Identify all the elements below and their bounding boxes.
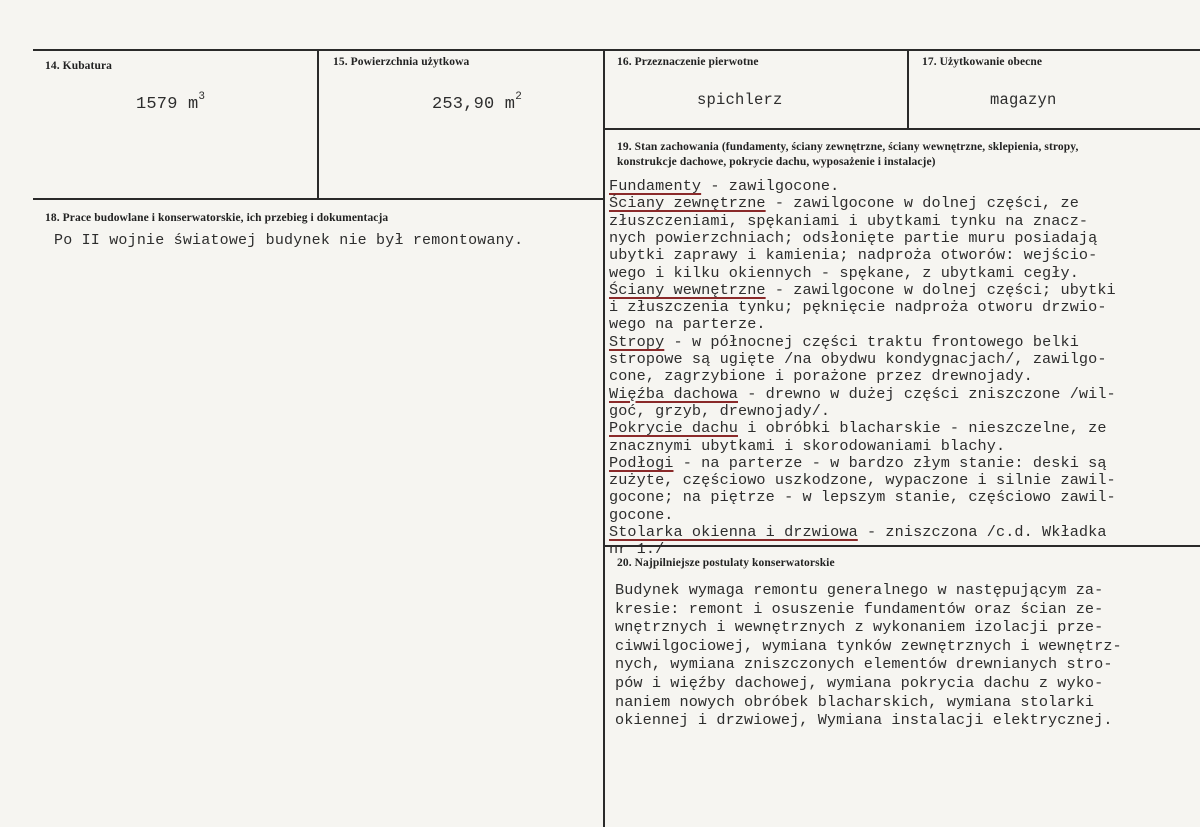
postulate-line: wnętrznych i wewnętrznych z wykonaniem izolacji prze-: [615, 618, 1104, 637]
condition-text: - zawilgocone.: [701, 177, 840, 195]
condition-text: złuszczeniami, spękaniami i ubytkami tynku na znacz-: [609, 211, 1089, 230]
condition-text: gocone.: [609, 505, 674, 524]
prace-budowlane-text: Po II wojnie światowej budynek nie był remontowany.: [54, 232, 524, 249]
divider-h-left-18: [33, 198, 605, 200]
condition-line: [609, 540, 664, 558]
prace-budowlane-label: 18. Prace budowlane i konserwatorskie, ich przebieg i dokumentacja: [45, 212, 389, 224]
postulate-line: Budynek wymaga remontu generalnego w następującym za-: [615, 581, 1104, 599]
condition-line: [609, 367, 1033, 385]
powierzchnia-unit-exponent: 2: [515, 91, 523, 103]
condition-text: gocone; na piętrze - w lepszym stanie, częściowo zawil-: [609, 488, 1116, 507]
condition-text: - w północnej części traktu frontowego belki: [664, 332, 1079, 351]
condition-text: cone, zagrzybione i porażone przez drewnojady.: [609, 367, 1033, 386]
postulate-line: okiennej i drzwiowej, Wymiana instalacji elektrycznej.: [615, 711, 1113, 730]
postulaty-label: 20. Najpilniejsze postulaty konserwatorskie: [617, 557, 835, 569]
condition-line: [609, 333, 1079, 351]
condition-line: [609, 437, 1005, 455]
condition-line: [609, 419, 1107, 437]
powierzchnia-number: 253,90 m: [432, 95, 516, 114]
condition-line: [609, 385, 1116, 403]
condition-text: - zawilgocone w dolnej części, ze: [765, 194, 1079, 213]
condition-line: [609, 350, 1107, 368]
condition-text: wego i kilku okiennych - spękane, z ubytkami cegły.: [609, 263, 1079, 282]
uzytkowanie-value: magazyn: [990, 91, 1057, 109]
condition-line: [609, 229, 1097, 247]
postulate-line: ciwwilgociowej, wymiana tynków zewnętrznych i wewnętrz-: [615, 636, 1122, 655]
kubatura-number: 1579 m: [136, 95, 199, 114]
condition-heading: Ściany wewnętrzne: [609, 280, 766, 299]
divider-v-main: [603, 49, 605, 827]
condition-heading: Fundamenty: [609, 177, 702, 195]
condition-text: ubytki zaprawy i kamienia; nadproża otworów: wejścio-: [609, 246, 1098, 265]
condition-line: [609, 315, 766, 333]
postulate-line: naniem nowych obróbek blacharskich, wymiana stolarki: [615, 692, 1095, 711]
condition-heading: Stolarka okienna i drzwiowa: [609, 523, 858, 541]
condition-text: wego na parterze.: [609, 315, 766, 334]
condition-text: - zawilgocone w dolnej części; ubytki: [765, 280, 1116, 299]
stan-zachowania-label-line1: 19. Stan zachowania (fundamenty, ściany zewnętrzne, ściany wewnętrzne, sklepienia, stropy,: [617, 141, 1079, 153]
condition-line: [609, 471, 1116, 489]
uzytkowanie-label: 17. Użytkowanie obecne: [922, 56, 1043, 68]
condition-line: [609, 281, 1116, 299]
condition-text: stropowe są ugięte /na obydwu kondygnacjach/, zawilgo-: [609, 350, 1107, 368]
condition-text: i obróbki blacharskie - nieszczelne, ze: [738, 419, 1107, 438]
przeznaczenie-label: 16. Przeznaczenie pierwotne: [617, 56, 759, 68]
kubatura-unit-exponent: 3: [198, 91, 206, 103]
condition-heading: Więźba dachowa: [609, 384, 738, 403]
condition-text: goć, grzyb, drewnojady/.: [609, 401, 831, 420]
condition-line: [609, 454, 1107, 472]
condition-heading: Stropy: [609, 332, 665, 351]
condition-line: [609, 298, 1107, 316]
condition-text: - zniszczona /c.d. Wkładka: [857, 523, 1107, 541]
condition-text: i złuszczenia tynku; pęknięcie nadproża otworu drzwio-: [609, 298, 1107, 317]
divider-h-19-20: [603, 545, 1200, 547]
condition-heading: Ściany zewnętrzne: [609, 194, 766, 213]
condition-heading: Podłogi: [609, 453, 674, 472]
condition-text: - na parterze - w bardzo złym stanie: deski są: [673, 453, 1107, 472]
divider-v-16-17: [907, 49, 909, 129]
stan-zachowania-label-line2: konstrukcje dachowe, pokrycie dachu, wyposażenie i instalacje): [617, 156, 936, 168]
divider-h-16-17-bottom: [603, 128, 1200, 130]
postulate-line: nych, wymiana zniszczonych elementów drewnianych stro-: [615, 655, 1113, 674]
condition-text: - drewno w dużej części zniszczone /wil-: [738, 384, 1116, 403]
condition-text: znacznymi ubytkami i skorodowaniami blachy.: [609, 436, 1006, 455]
condition-line: [609, 506, 674, 524]
condition-line: [609, 246, 1097, 264]
kubatura-label: 14. Kubatura: [45, 60, 113, 72]
condition-text: zużyte, częściowo uszkodzone, wypaczone i silnie zawil-: [609, 471, 1116, 490]
condition-line: [609, 194, 1079, 212]
postulate-line: pów i więźby dachowej, wymiana pokrycia dachu z wyko-: [615, 674, 1104, 692]
condition-heading: Pokrycie dachu: [609, 419, 738, 438]
powierzchnia-label: 15. Powierzchnia użytkowa: [333, 56, 470, 68]
condition-text: nych powierzchniach; odsłonięte partie muru posiadają: [609, 228, 1098, 247]
kubatura-value: [136, 91, 205, 114]
top-border: [33, 49, 1200, 51]
divider-v-14-15: [317, 49, 319, 199]
condition-line: [609, 264, 1079, 282]
condition-line: [609, 488, 1116, 506]
powierzchnia-value: [432, 91, 522, 114]
condition-text: nr 1./: [609, 540, 665, 559]
condition-line: [609, 177, 839, 195]
condition-line: [609, 523, 1107, 541]
przeznaczenie-value: spichlerz: [697, 91, 783, 109]
condition-line: [609, 212, 1088, 230]
postulate-line: kresie: remont i osuszenie fundamentów oraz ścian ze-: [615, 599, 1104, 618]
condition-line: [609, 402, 830, 420]
